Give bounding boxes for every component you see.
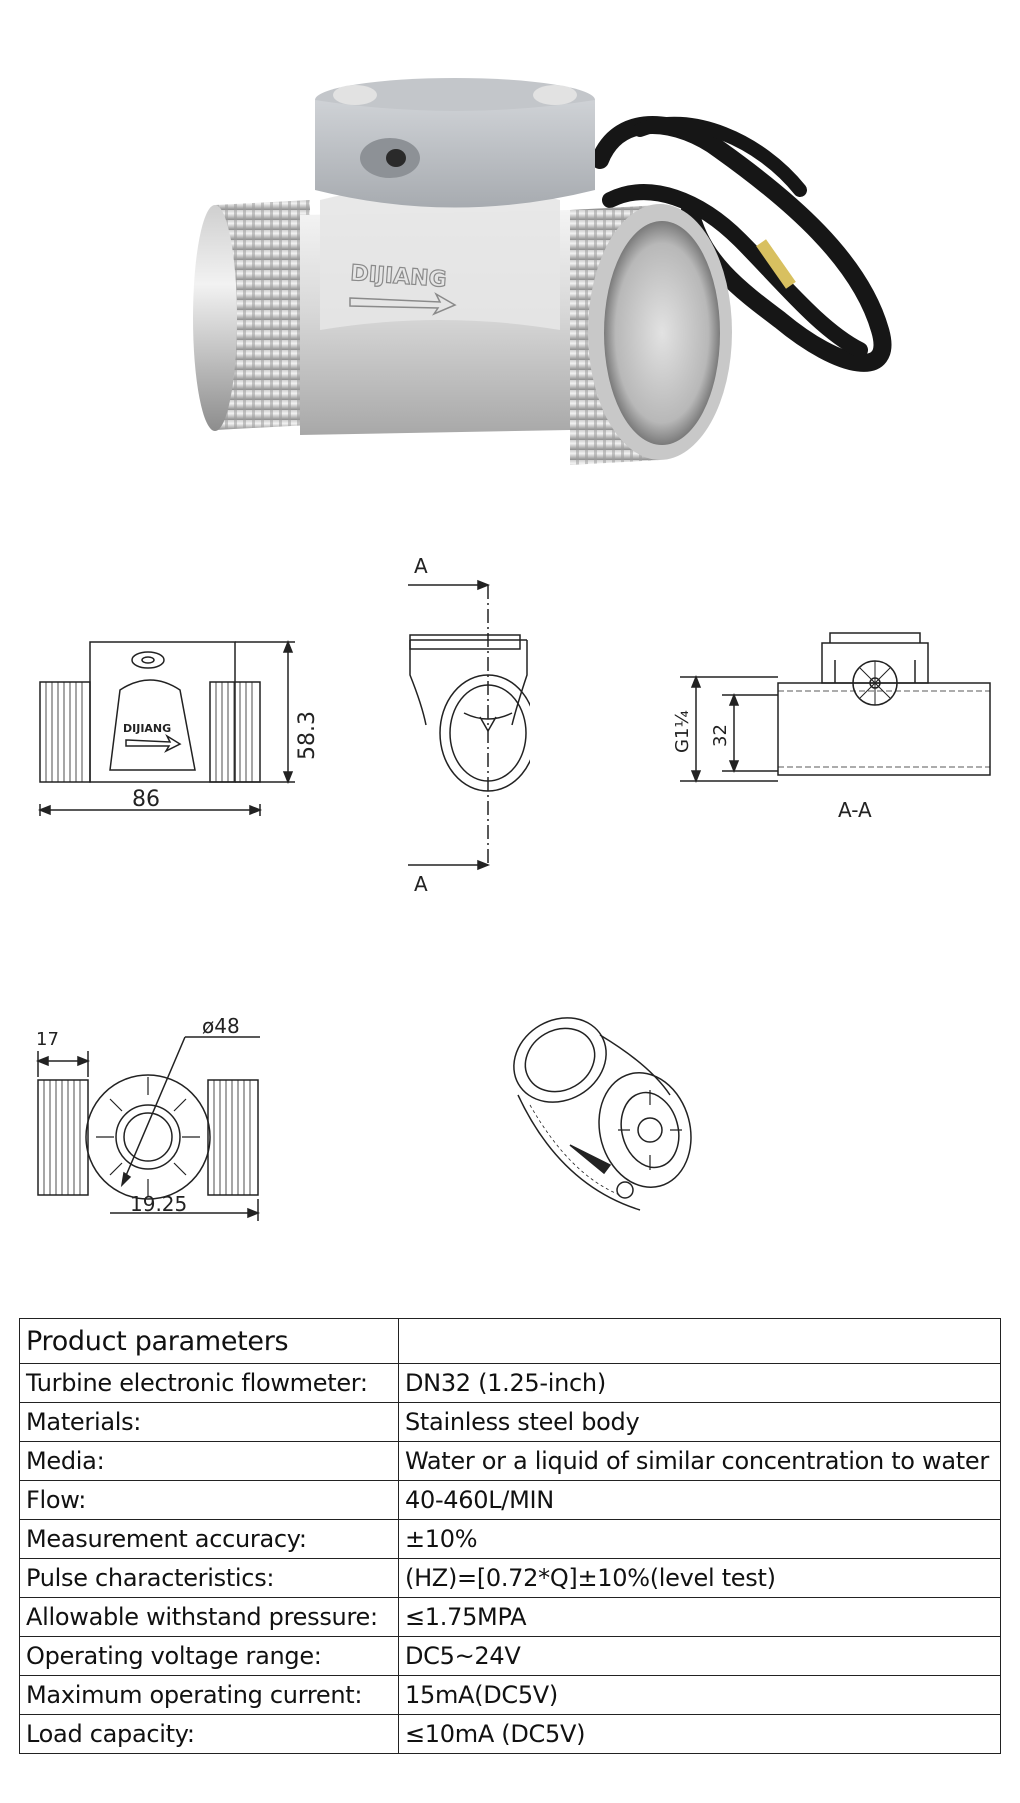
param-value: Water or a liquid of similar concentration to water: [399, 1442, 1001, 1481]
table-row: [20, 1715, 1001, 1754]
right-thread: [570, 204, 732, 465]
table-row: [20, 1364, 1001, 1403]
param-value: 15mA(DC5V): [399, 1676, 1001, 1715]
dim-height: 58.3: [295, 711, 320, 760]
table-row: [20, 1403, 1001, 1442]
table-row: [20, 1598, 1001, 1637]
front-brand-mark: DIJIANG: [123, 722, 172, 735]
side-bore: [440, 675, 530, 791]
param-label: Operating voltage range:: [20, 1637, 399, 1676]
section-view-drawing: [660, 625, 1000, 825]
iso-left-end: [500, 1005, 622, 1119]
thread-label: G1¼: [672, 710, 693, 753]
table-header-row: [20, 1319, 1001, 1364]
left-thread: [193, 200, 310, 431]
table-row: [20, 1559, 1001, 1598]
table-row: [20, 1442, 1001, 1481]
dim-center: 19.25: [130, 1192, 188, 1216]
param-label: Flow:: [20, 1481, 399, 1520]
section-label-top: A: [414, 555, 428, 578]
param-label: Load capacity:: [20, 1715, 399, 1754]
front-left-thread: [40, 682, 90, 782]
param-value: 40-460L/MIN: [399, 1481, 1001, 1520]
table-title: Product parameters: [20, 1319, 399, 1364]
front-view-drawing: [30, 620, 320, 820]
table-row: [20, 1481, 1001, 1520]
param-value: ≤1.75MPA: [399, 1598, 1001, 1637]
table-row: [20, 1520, 1001, 1559]
sensor-cap: [315, 78, 595, 208]
param-value: DN32 (1.25-inch): [399, 1364, 1001, 1403]
param-label: Materials:: [20, 1403, 399, 1442]
param-label: Allowable withstand pressure:: [20, 1598, 399, 1637]
param-value: DC5~24V: [399, 1637, 1001, 1676]
param-value: (HZ)=[0.72*Q]±10%(level test): [399, 1559, 1001, 1598]
param-label: Turbine electronic flowmeter:: [20, 1364, 399, 1403]
dim-length: 86: [132, 787, 160, 812]
table-title-empty-cell: [399, 1319, 1001, 1364]
brand-mark-photo: DIJIANG: [349, 261, 448, 293]
dim-offset: 17: [36, 1029, 59, 1050]
section-caption: A-A: [838, 798, 872, 822]
front-port-icon: [132, 652, 164, 668]
table-row: [20, 1637, 1001, 1676]
param-value: Stainless steel body: [399, 1403, 1001, 1442]
product-photo: [0, 0, 1020, 520]
iso-view-drawing: [500, 1005, 720, 1235]
param-value: ±10%: [399, 1520, 1001, 1559]
table-row: [20, 1676, 1001, 1715]
top-view-drawing: [30, 1015, 270, 1235]
iso-cap: [587, 1062, 704, 1197]
dim-diameter: ø48: [202, 1015, 240, 1038]
section-label-bottom: A: [414, 872, 428, 895]
param-value: ≤10mA (DC5V): [399, 1715, 1001, 1754]
dim-bore: 32: [710, 724, 731, 747]
section-pipe: [778, 683, 990, 775]
product-parameters-table: [19, 1318, 1001, 1754]
param-label: Maximum operating current:: [20, 1676, 399, 1715]
param-label: Pulse characteristics:: [20, 1559, 399, 1598]
param-label: Media:: [20, 1442, 399, 1481]
param-label: Measurement accuracy:: [20, 1520, 399, 1559]
side-view-drawing: [400, 555, 530, 895]
